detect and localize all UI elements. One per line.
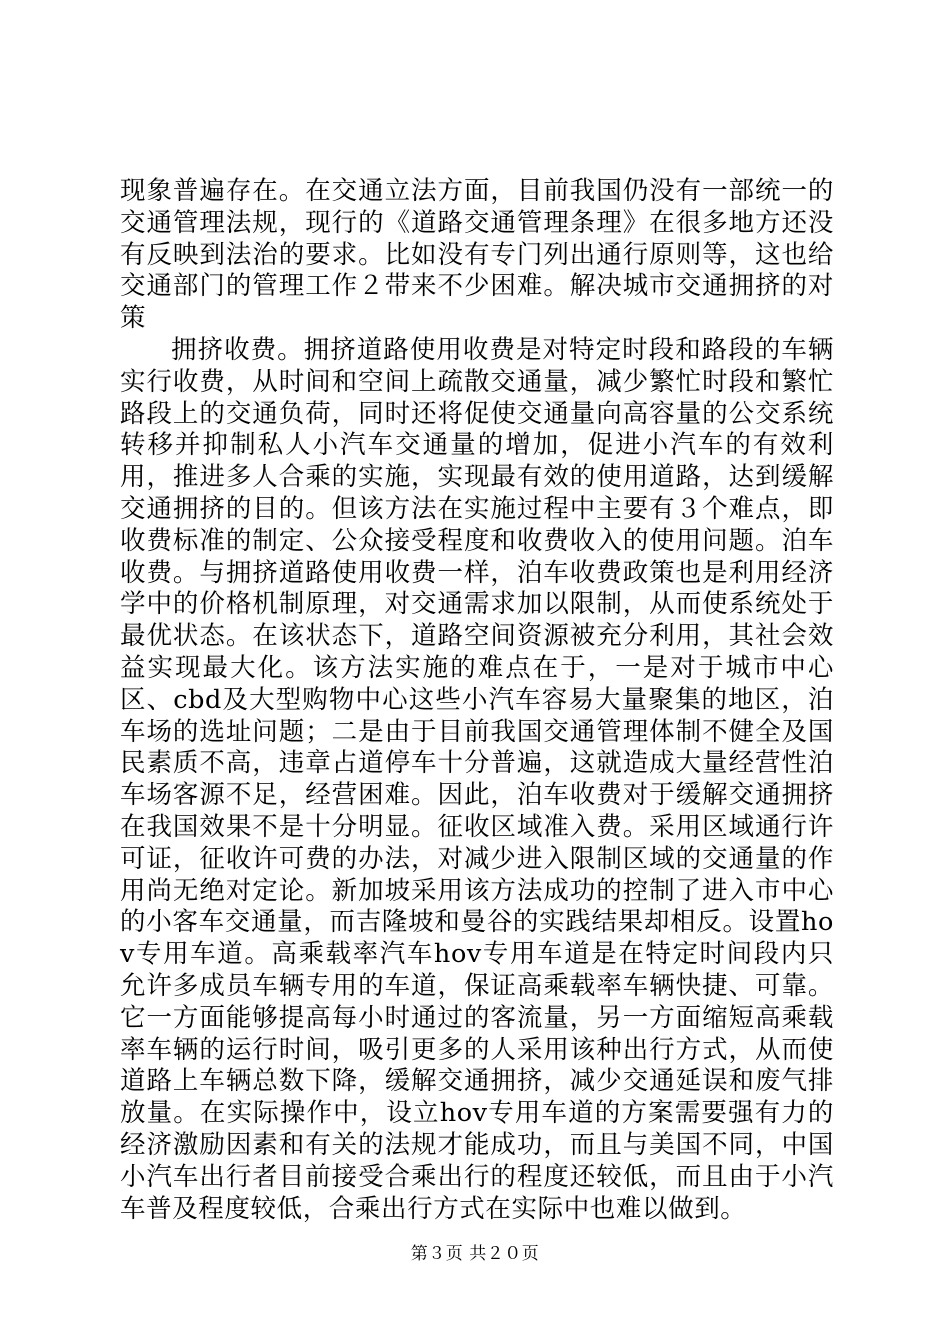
paragraph-congestion-charging: 拥挤收费。拥挤道路使用收费是对特定时段和路段的车辆实行收费，从时间和空间上疏散交通量，减少繁忙时段和繁忙路段上的交通负荷，同时还将促使交通量向高容量的公交系统转移并抑制私人小汽车交通量的增加，促进小汽车的有效利用，推进多人合乘的实施，实现最有效的使用道路，达到缓解交通拥挤的目的。但该方法在实施过程中主要有３个难点，即收费标准的制定、公众接受程度和收费收入的使用问题。泊车收费。与拥挤道路使用收费一样，泊车收费政策也是利用经济学中的价格机制原理，对交通需求加以限制，从而使系统处于最优状态。在该状态下，道路空间资源被充分利用，其社会效益实现最大化。该方法实施的难点在于，一是对于城市中心区、cbd及大型购物中心这些小汽车容易大量聚集的地区，泊车场的选址问题；二是由于目前我国交通管理体制不健全及国民素质不高，违章占道停车十分普遍，这就造成大量经营性泊车场客源不足，经营困难。因此，泊车收费对于缓解交通拥挤在我国效果不是十分明显。征收区域准入费。采用区域通行许可证，征收许可费的办法，对减少进入限制区域的交通量的作用尚无绝对定论。新加坡采用该方法成功的控制了进入市中心的小客车交通量，而吉隆坡和曼谷的实践结果却相反。设置hov专用车道。高乘载率汽车hov专用车道是在特定时间段内只允许多成员车辆专用的车道，保证高乘载率车辆快捷、可靠。它一方面能够提高每小时通过的客流量，另一方面缩短高乘载率车辆的运行时间，吸引更多的人采用该种出行方式，从而使道路上车辆总数下降，缓解交通拥挤，减少交通延误和废气排放量。在实际操作中，设立hov专用车道的方案需要强有力的经济激励因素和有关的法规才能成功，而且与美国不同，中国小汽车出行者目前接受合乘出行的程度还较低，而且由于小汽车普及程度较低，合乘出行方式在实际中也难以做到。 bbox=[120, 334, 834, 1224]
paragraph-continuation: 现象普遍存在。在交通立法方面，目前我国仍没有一部统一的交通管理法规，现行的《道路交通管理条理》在很多地方还没有反映到法治的要求。比如没有专门列出通行原则等，这也给交通部门的管理工作２带来不少困难。解决城市交通拥挤的对策 bbox=[120, 176, 834, 334]
page-number-footer: 第３页 共２０页 bbox=[410, 1244, 540, 1264]
document-body bbox=[120, 176, 834, 1225]
